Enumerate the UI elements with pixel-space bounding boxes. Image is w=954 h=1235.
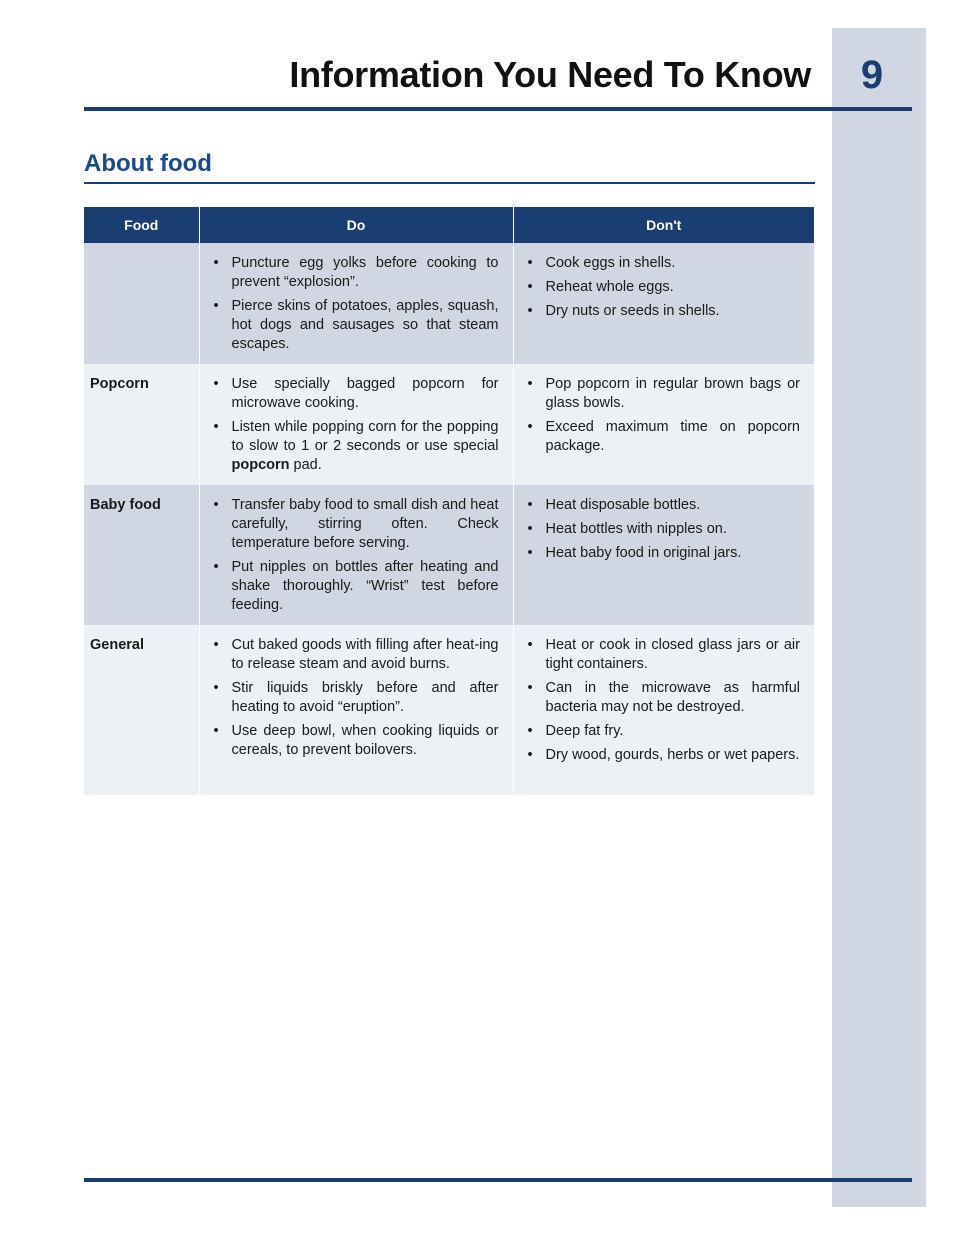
- dont-cell: [513, 625, 814, 795]
- dont-list: [528, 375, 801, 456]
- header-rule: [84, 107, 912, 111]
- table-header-row: [84, 207, 814, 243]
- dont-list: [528, 496, 801, 563]
- do-cell: [199, 485, 513, 625]
- do-item: • Use deep bowl, when cooking liquids or cereals, to prevent boilovers.: [214, 722, 499, 760]
- dont-cell: [513, 485, 814, 625]
- table-row-eggs: [84, 243, 814, 364]
- do-item: • Cut baked goods with filling after heat-ing to release steam and avoid burns.: [214, 636, 499, 674]
- do-item: • Transfer baby food to small dish and heat carefully, stirring often. Check temperature before serving.: [214, 496, 499, 553]
- dont-item: • Can in the microwave as harmful bacteria may not be destroyed.: [528, 679, 801, 717]
- do-item: • Listen while popping corn for the popping to slow to 1 or 2 seconds or use special popcorn pad.: [214, 418, 499, 475]
- do-cell: [199, 364, 513, 485]
- footer-rule: [84, 1178, 912, 1182]
- do-item: • Put nipples on bottles after heating and shake thoroughly. “Wrist” test before feeding.: [214, 558, 499, 615]
- dont-item: • Deep fat fry.: [528, 722, 801, 741]
- dont-list: [528, 636, 801, 765]
- dont-item: • Heat disposable bottles.: [528, 496, 801, 515]
- section-heading: About food: [84, 150, 212, 177]
- do-cell: [199, 625, 513, 795]
- do-item: • Use specially bagged popcorn for microwave cooking.: [214, 375, 499, 413]
- do-list: [214, 636, 499, 760]
- do-item: • Stir liquids briskly before and after heating to avoid “eruption”.: [214, 679, 499, 717]
- food-table: [84, 207, 814, 795]
- do-item: • Pierce skins of potatoes, apples, squash, hot dogs and sausages so that steam escapes.: [214, 297, 499, 354]
- food-name: Baby food: [84, 485, 199, 625]
- column-header-dont: Don't: [513, 207, 814, 243]
- side-tab: [832, 28, 926, 1207]
- dont-item: • Dry wood, gourds, herbs or wet papers.: [528, 746, 801, 765]
- table-row-baby-food: [84, 485, 814, 625]
- page-number: 9: [860, 53, 884, 97]
- dont-item: • Reheat whole eggs.: [528, 278, 801, 297]
- do-list: [214, 496, 499, 615]
- do-list: [214, 375, 499, 475]
- dont-item: • Cook eggs in shells.: [528, 254, 801, 273]
- dont-item: • Heat or cook in closed glass jars or air tight containers.: [528, 636, 801, 674]
- table-row-popcorn: [84, 364, 814, 485]
- dont-list: [528, 254, 801, 321]
- food-name: General: [84, 625, 199, 795]
- do-item: • Puncture egg yolks before cooking to prevent “explosion”.: [214, 254, 499, 292]
- do-list: [214, 254, 499, 354]
- dont-item: • Heat baby food in original jars.: [528, 544, 801, 563]
- table-row-general: [84, 625, 814, 795]
- food-name: [84, 243, 199, 364]
- dont-item: • Pop popcorn in regular brown bags or glass bowls.: [528, 375, 801, 413]
- dont-cell: [513, 364, 814, 485]
- food-name: Popcorn: [84, 364, 199, 485]
- dont-cell: [513, 243, 814, 364]
- dont-item: • Dry nuts or seeds in shells.: [528, 302, 801, 321]
- column-header-do: Do: [199, 207, 513, 243]
- column-header-food: Food: [84, 207, 199, 243]
- page-title: Information You Need To Know: [289, 54, 811, 95]
- section-rule: [84, 182, 815, 184]
- dont-item: • Heat bottles with nipples on.: [528, 520, 801, 539]
- do-cell: [199, 243, 513, 364]
- dont-item: • Exceed maximum time on popcorn package.: [528, 418, 801, 456]
